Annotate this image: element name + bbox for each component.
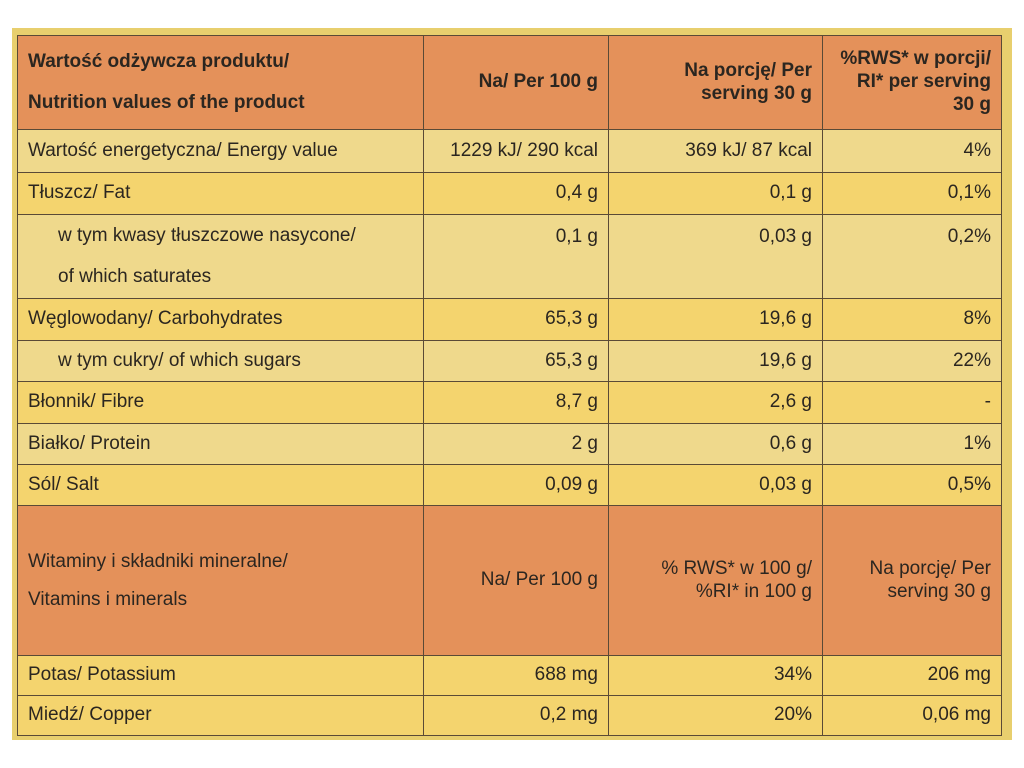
nutrient-rws: 8% [823, 299, 1002, 341]
mineral-rws100: 34% [609, 656, 823, 696]
table-row [18, 656, 1002, 696]
nutrient-rws: 4% [823, 130, 1002, 173]
header-name-line2: Nutrition values of the product [28, 91, 305, 113]
table-row [18, 465, 1002, 506]
mineral-serving: 206 mg [823, 656, 1002, 696]
nutrient-name: Tłuszcz/ Fat [18, 173, 424, 215]
header-name-line1: Wartość odżywcza produktu/ [28, 50, 290, 72]
header-per100-cell [424, 36, 609, 130]
vitamins-serving-cell [823, 506, 1002, 656]
table-row [18, 173, 1002, 215]
table-row [18, 382, 1002, 424]
nutrient-rws: 0,1% [823, 173, 1002, 215]
nutrient-name-cell [18, 215, 424, 299]
vitamins-rws-line2: %RI* in 100 g [695, 580, 812, 602]
nutrient-serving: 0,1 g [609, 173, 823, 215]
vitamins-rws-line1: % RWS* w 100 g/ [661, 557, 812, 579]
nutrient-name: Wartość energetyczna/ Energy value [18, 130, 424, 173]
nutrient-per100: 65,3 g [424, 299, 609, 341]
header-serving-line2: serving 30 g [701, 82, 812, 104]
vitamins-rws-cell [609, 506, 823, 656]
nutrient-serving: 0,6 g [609, 424, 823, 465]
table-row [18, 341, 1002, 382]
nutrient-name: Białko/ Protein [18, 424, 424, 465]
vitamins-serving-line1: Na porcję/ Per [869, 557, 991, 579]
mineral-name: Potas/ Potassium [18, 656, 424, 696]
header-row [18, 36, 1002, 130]
nutrition-table [17, 35, 1002, 736]
header-serving-line1: Na porcję/ Per [684, 59, 812, 81]
nutrient-name: Węglowodany/ Carbohydrates [18, 299, 424, 341]
nutrient-per100: 8,7 g [424, 382, 609, 424]
vitamins-per100: Na/ Per 100 g [480, 569, 598, 591]
nutrient-rws: 0,5% [823, 465, 1002, 506]
nutrient-per100: 65,3 g [424, 341, 609, 382]
nutrient-rws: 22% [823, 341, 1002, 382]
vitamins-name-line2: Vitamins i minerals [28, 588, 188, 610]
nutrient-per100: 0,09 g [424, 465, 609, 506]
nutrient-per100: 1229 kJ/ 290 kcal [424, 130, 609, 173]
header-name-cell [18, 36, 424, 130]
nutrient-name-line2: of which saturates [58, 265, 212, 287]
header-rws-cell [823, 36, 1002, 130]
header-serving-cell [609, 36, 823, 130]
table-row [18, 424, 1002, 465]
table-row [18, 215, 1002, 299]
vitamins-per100-cell [424, 506, 609, 656]
nutrient-name-line1: w tym kwasy tłuszczowe nasycone/ [58, 224, 356, 246]
nutrient-serving: 2,6 g [609, 382, 823, 424]
nutrient-rws: 1% [823, 424, 1002, 465]
vitamins-name-cell [18, 506, 424, 656]
nutrient-serving: 0,03 g [609, 465, 823, 506]
table-row [18, 299, 1002, 341]
header-rws-line1: %RWS* w porcji/ [840, 48, 991, 70]
mineral-per100: 688 mg [424, 656, 609, 696]
nutrient-serving: 19,6 g [609, 299, 823, 341]
mineral-serving: 0,06 mg [823, 696, 1002, 736]
nutrient-rws: 0,2% [823, 215, 1002, 299]
mineral-rws100: 20% [609, 696, 823, 736]
vitamins-serving-line2: serving 30 g [887, 580, 991, 602]
nutrient-per100: 0,1 g [424, 215, 609, 299]
nutrient-name: Błonnik/ Fibre [18, 382, 424, 424]
nutrient-rws: - [823, 382, 1002, 424]
table-row [18, 130, 1002, 173]
header-rws-line2: RI* per serving 30 g [856, 71, 991, 115]
vitamins-header-row [18, 506, 1002, 656]
nutrient-per100: 2 g [424, 424, 609, 465]
nutrient-serving: 369 kJ/ 87 kcal [609, 130, 823, 173]
nutrient-per100: 0,4 g [424, 173, 609, 215]
mineral-name: Miedź/ Copper [18, 696, 424, 736]
vitamins-name-line1: Witaminy i składniki mineralne/ [28, 550, 288, 572]
header-per100: Na/ Per 100 g [478, 71, 598, 93]
nutrient-serving: 0,03 g [609, 215, 823, 299]
table-row [18, 696, 1002, 736]
nutrient-name: Sól/ Salt [18, 465, 424, 506]
nutrient-name: w tym cukry/ of which sugars [18, 341, 424, 382]
mineral-per100: 0,2 mg [424, 696, 609, 736]
nutrient-serving: 19,6 g [609, 341, 823, 382]
